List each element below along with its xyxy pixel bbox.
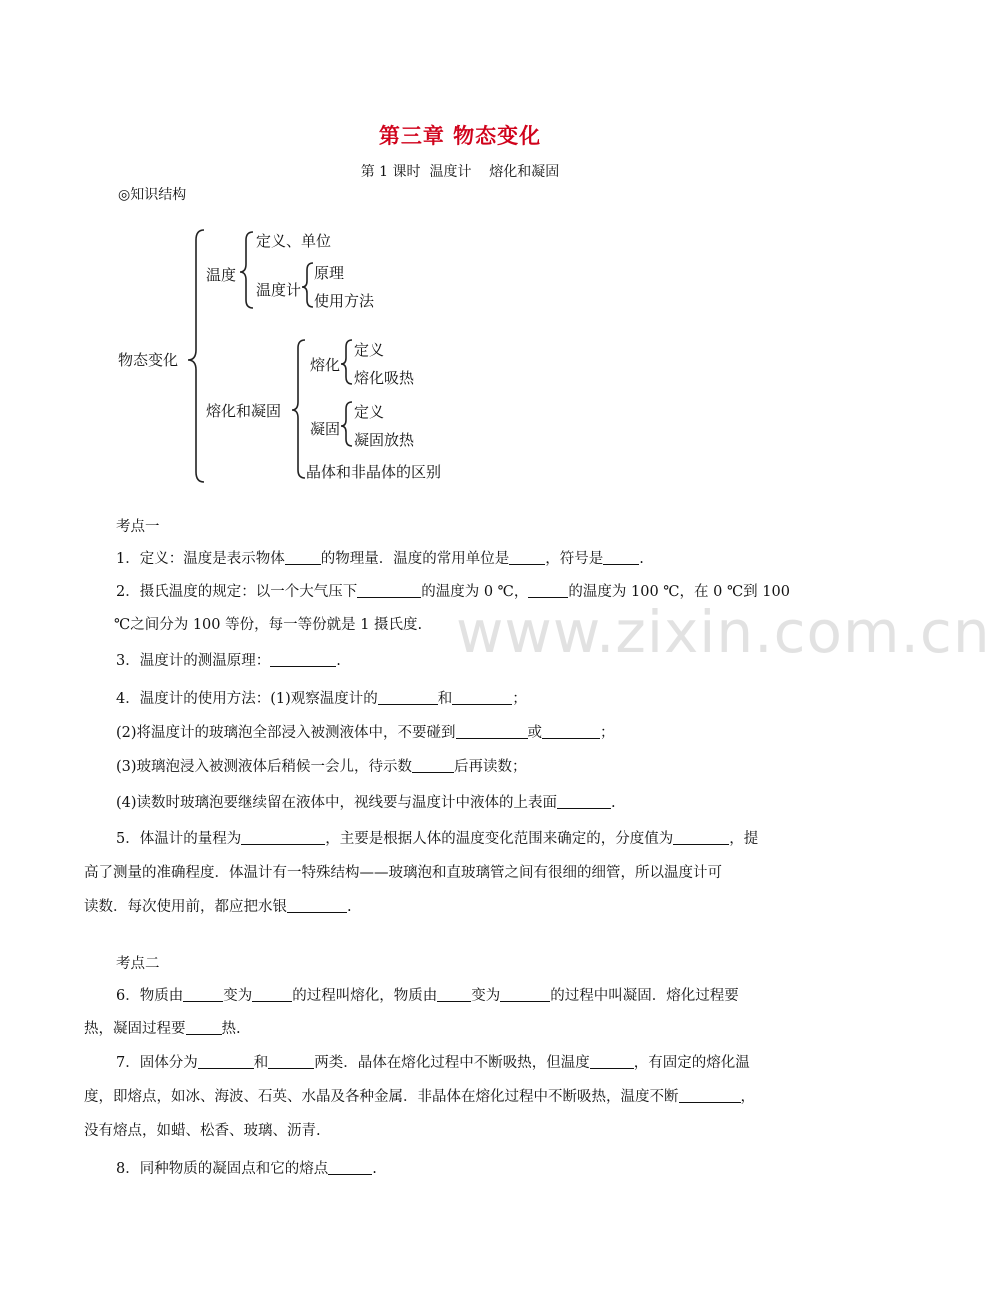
answer-blank[interactable] bbox=[557, 792, 611, 809]
answer-blank[interactable] bbox=[183, 985, 223, 1002]
question-2: 2．摄氏温度的规定：以一个大气压下 的温度为 0 ℃， 的温度为 100 ℃，在 0 ℃到 100 bbox=[116, 576, 840, 609]
question-7: 7．固体分为 和 两类．晶体在熔化过程中不断吸热，但温度 ，有固定的熔化温 bbox=[116, 1047, 840, 1080]
question-4: 4．温度计的使用方法：(1)观察温度计的 和 ； bbox=[116, 683, 840, 716]
answer-blank[interactable] bbox=[673, 828, 729, 845]
answer-blank[interactable] bbox=[241, 828, 325, 845]
key-point-2-heading: 考点二 bbox=[116, 956, 160, 972]
question-4-item-3: (3)玻璃泡浸入被测液体后稍候一会儿，待示数 后再读数； bbox=[116, 751, 840, 784]
answer-blank[interactable] bbox=[198, 1052, 254, 1069]
question-5-line-2: 高了测量的准确程度．体温计有一特殊结构——玻璃泡和直玻璃管之间有很细的细管，所以温度计可 bbox=[84, 865, 722, 881]
answer-blank[interactable] bbox=[500, 985, 550, 1002]
tree-leaf-solidifying-definition: 定义 bbox=[354, 403, 385, 421]
answer-blank[interactable] bbox=[528, 581, 568, 598]
answer-blank[interactable] bbox=[679, 1086, 741, 1103]
tree-leaf-definition-unit: 定义、单位 bbox=[256, 232, 332, 250]
tree-node-temperature: 温度 bbox=[206, 266, 237, 284]
answer-blank[interactable] bbox=[268, 1052, 314, 1069]
watermark: www.zixin.com.cn bbox=[456, 598, 991, 666]
answer-blank[interactable] bbox=[437, 985, 471, 1002]
question-6-line-2: 热，凝固过程要 热. bbox=[116, 1013, 840, 1046]
lesson-subtitle: 第 1 课时 温度计 熔化和凝固 bbox=[360, 164, 560, 180]
answer-blank[interactable] bbox=[509, 548, 545, 565]
tree-leaf-melting-absorb-heat: 熔化吸热 bbox=[354, 369, 415, 387]
tree-leaf-usage: 使用方法 bbox=[314, 292, 375, 310]
chapter-title: 第三章 物态变化 bbox=[378, 124, 542, 148]
question-6: 6．物质由 变为 的过程叫熔化，物质由 变为 的过程中叫凝固．熔化过程要 bbox=[116, 980, 840, 1013]
answer-blank[interactable] bbox=[603, 548, 639, 565]
answer-blank[interactable] bbox=[378, 688, 438, 705]
question-4-item-2: (2)将温度计的玻璃泡全部浸入被测液体中，不要碰到 或 ； bbox=[116, 717, 840, 750]
answer-blank[interactable] bbox=[270, 650, 336, 667]
question-4-item-4: (4)读数时玻璃泡要继续留在液体中，视线要与温度计中液体的上表面 . bbox=[116, 787, 840, 820]
tree-leaf-melting-definition: 定义 bbox=[354, 341, 385, 359]
tree-leaf-principle: 原理 bbox=[314, 264, 345, 282]
question-7-line-2: 度，即熔点，如冰、海波、石英、水晶及各种金属．非晶体在熔化过程中不断吸热，温度不断 ， bbox=[116, 1081, 840, 1114]
tree-node-solidifying: 凝固 bbox=[310, 420, 341, 438]
tree-node-melting-solidifying: 熔化和凝固 bbox=[206, 402, 282, 420]
tree-leaf-solidifying-release-heat: 凝固放热 bbox=[354, 431, 415, 449]
answer-blank[interactable] bbox=[287, 896, 347, 913]
question-8: 8．同种物质的凝固点和它的熔点 . bbox=[116, 1153, 840, 1186]
answer-blank[interactable] bbox=[452, 688, 512, 705]
answer-blank[interactable] bbox=[357, 581, 421, 598]
answer-blank[interactable] bbox=[542, 722, 600, 739]
answer-blank[interactable] bbox=[328, 1158, 372, 1175]
answer-blank[interactable] bbox=[252, 985, 292, 1002]
key-point-1-heading: 考点一 bbox=[116, 519, 160, 535]
answer-blank[interactable] bbox=[285, 548, 321, 565]
question-7-line-3: 没有熔点，如蜡、松香、玻璃、沥青. bbox=[84, 1123, 321, 1139]
answer-blank[interactable] bbox=[412, 756, 454, 773]
tree-node-thermometer: 温度计 bbox=[256, 281, 302, 299]
answer-blank[interactable] bbox=[456, 722, 528, 739]
question-5-line-3: 读数．每次使用前，都应把水银 . bbox=[116, 891, 840, 924]
question-2-line-2: ℃之间分为 100 等份，每一等份就是 1 摄氏度. bbox=[114, 617, 423, 633]
answer-blank[interactable] bbox=[590, 1052, 634, 1069]
question-5: 5．体温计的量程为 ，主要是根据人体的温度变化范围来确定的，分度值为 ，提 bbox=[116, 823, 840, 856]
tree-leaf-crystal-difference: 晶体和非晶体的区别 bbox=[306, 463, 442, 481]
question-1: 1．定义：温度是表示物体 的物理量．温度的常用单位是 ，符号是 . bbox=[116, 543, 840, 576]
answer-blank[interactable] bbox=[186, 1018, 222, 1035]
tree-root: 物态变化 bbox=[118, 351, 179, 369]
tree-node-melting: 熔化 bbox=[310, 356, 341, 374]
tree-brackets bbox=[0, 0, 920, 500]
section-label: ◎知识结构 bbox=[118, 187, 187, 203]
question-3: 3．温度计的测温原理： . bbox=[116, 645, 840, 678]
